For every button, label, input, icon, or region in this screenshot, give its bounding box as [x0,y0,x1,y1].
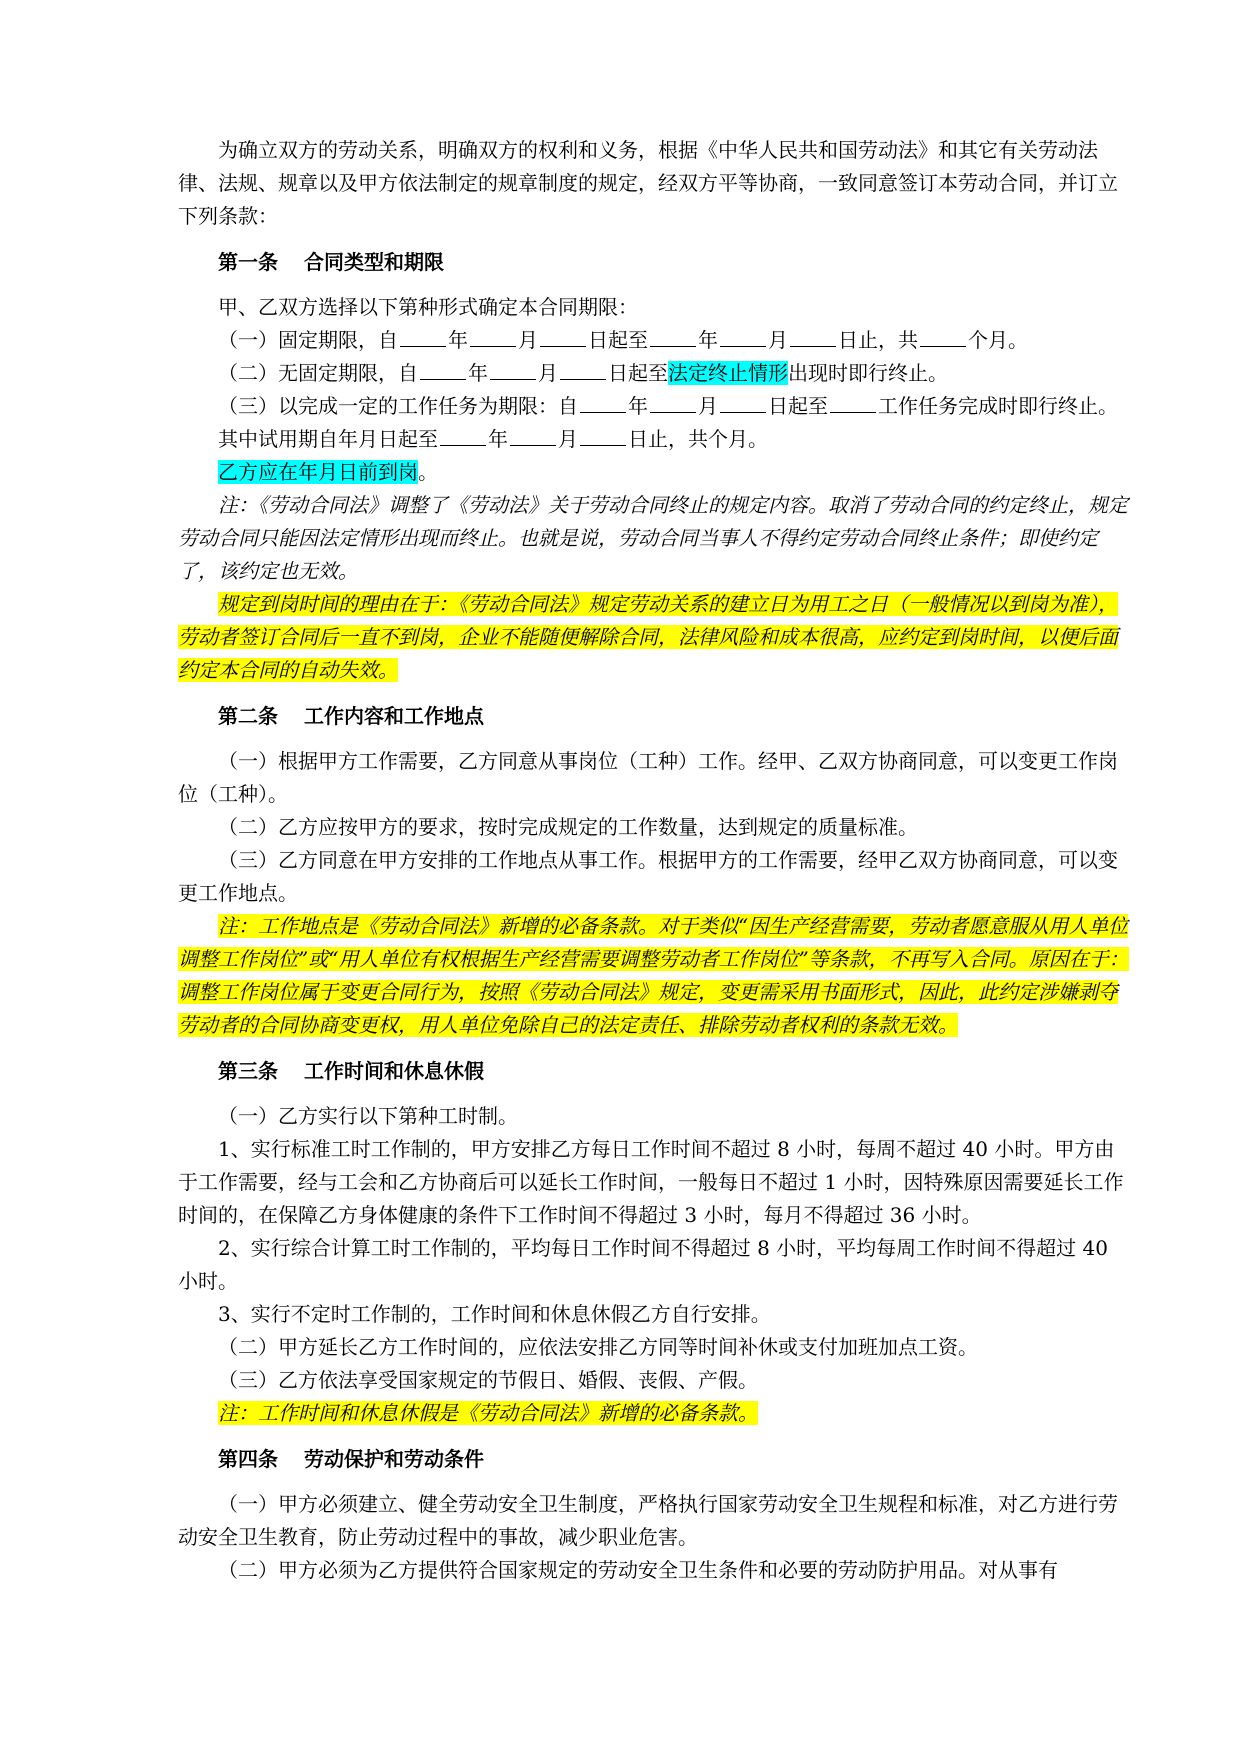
contract-body [178,134,1133,1587]
text-segment: 。 [418,460,438,484]
blank-line [720,394,766,413]
blank-line [420,361,466,380]
article-2-title: 工作内容和工作地点 [304,704,484,728]
text-segment: 日止，共个月。 [628,427,768,451]
text-segment: 年 [468,361,488,385]
highlight-yellow-text: 注：工作时间和休息休假是《劳动合同法》新增的必备条款。 [218,1401,758,1425]
text-segment: 年 [488,427,508,451]
blank-line [490,361,536,380]
article-4-number: 第四条 [218,1447,278,1471]
text-segment: 日止，共 [838,328,918,352]
article-2-number: 第二条 [218,704,278,728]
article-3-item-1: （一）乙方实行以下第种工时制。 [218,1104,518,1128]
highlight-cyan-text: 法定终止情形 [668,361,788,385]
article-1-item-2 [178,357,1133,390]
article-1-report-date [178,456,1133,489]
article-2-item-3: （三）乙方同意在甲方安排的工作地点从事工作。根据甲方的工作需要，经甲乙双方协商同意，可以变更工作地点。 [178,848,1118,905]
text-segment: 月 [518,328,538,352]
article-2-note [178,910,1133,1042]
article-1-item-3 [178,390,1133,423]
highlight-yellow-text: 规定到岗时间的理由在于：《劳动合同法》规定劳动关系的建立日为用工之日（一般情况以到岗为准），劳动者签订合同后一直不到岗，企业不能随便解除合同，法律风险和成本很高，应约定到岗时间，以便后面约定本合同的自动失效。 [178,592,1118,682]
text-segment: （三）以完成一定的工作任务为期限：自 [218,394,578,418]
article-2-item-2: （二）乙方应按甲方的要求，按时完成规定的工作数量，达到规定的质量标准。 [218,815,918,839]
article-1-probation [178,423,1133,456]
text-segment: 年 [698,328,718,352]
text-segment: 月 [768,328,788,352]
text-segment: 月 [558,427,578,451]
blank-line [400,328,446,347]
article-4-title: 劳动保护和劳动条件 [304,1447,484,1471]
article-3-subitem-2: 2、实行综合计算工时工作制的，平均每日工作时间不得超过 8 小时，平均每周工作时间不得超过 40 小时。 [178,1236,1108,1293]
blank-line [440,427,486,446]
highlight-yellow-text: 注：工作地点是《劳动合同法》新增的必备条款。对于类似“因生产经营需要，劳动者愿意服从用人单位调整工作岗位”或“用人单位有权根据生产经营需要调整劳动者工作岗位”等条款，不再写入合同。原因在于：调整工作岗位属于变更合同行为，按照《劳动合同法》规定，变更需采用书面形式，因此，此约定涉嫌剥夺劳动者的合同协商变更权，用人单位免除自己的法定责任、排除劳动者权利的条款无效。 [178,914,1129,1037]
text-segment: （二）无固定期限，自 [218,361,418,385]
article-1-number: 第一条 [218,250,278,274]
text-segment: 月 [698,394,718,418]
blank-line [720,328,766,347]
article-2-heading [178,701,1133,731]
blank-line [650,328,696,347]
article-3-note [178,1397,1133,1430]
blank-line [580,394,626,413]
intro-paragraph: 为确立双方的劳动关系，明确双方的权利和义务，根据《中华人民共和国劳动法》和其它有关劳动法律、法规、规章以及甲方依法制定的规章制度的规定，经双方平等协商，一致同意签订本劳动合同，并订立下列条款： [178,138,1118,228]
article-3-item-3: （三）乙方依法享受国家规定的节假日、婚假、丧假、产假。 [218,1368,758,1392]
blank-line [650,394,696,413]
text-segment: 个月。 [968,328,1028,352]
blank-line [510,427,556,446]
article-3-item-2: （二）甲方延长乙方工作时间的，应依法安排乙方同等时间补休或支付加班加点工资。 [218,1335,978,1359]
text-segment: 年 [448,328,468,352]
text-segment: 年 [628,394,648,418]
article-3-subitem-1: 1、实行标准工时工作制的，甲方安排乙方每日工作时间不超过 8 小时，每周不超过 40 小时。甲方由于工作需要，经与工会和乙方协商后可以延长工作时间，一般每日不超过 1 小时，因特殊原因需要延长工作时间的，在保障乙方身体健康的条件下工作时间不得超过 3 小时，每月不得超过 36 小时。 [178,1137,1124,1227]
article-4-item-2: （二）甲方必须为乙方提供符合国家规定的劳动安全卫生条件和必要的劳动防护用品。对从事有 [218,1558,1058,1582]
article-3-number: 第三条 [218,1059,278,1083]
highlight-cyan-text: 乙方应在年月日前到岗 [218,460,418,484]
text-segment: 其中试用期自年月日起至 [218,427,438,451]
text-segment: 工作任务完成时即行终止。 [878,394,1118,418]
article-1-note-2 [178,588,1133,687]
text-segment: 出现时即行终止。 [788,361,948,385]
blank-line [830,394,876,413]
article-3-heading [178,1056,1133,1086]
blank-line [560,361,606,380]
article-4-item-1: （一）甲方必须建立、健全劳动安全卫生制度，严格执行国家劳动安全卫生规程和标准，对乙方进行劳动安全卫生教育，防止劳动过程中的事故，减少职业危害。 [178,1492,1118,1549]
article-2-item-1: （一）根据甲方工作需要，乙方同意从事岗位（工种）工作。经甲、乙双方协商同意，可以变更工作岗位（工种）。 [178,749,1118,806]
article-1-heading [178,247,1133,277]
article-1-title: 合同类型和期限 [304,250,444,274]
text-segment: （一）固定期限，自 [218,328,398,352]
article-1-note: 注：《劳动合同法》调整了《劳动法》关于劳动合同终止的规定内容。取消了劳动合同的约定终止，规定劳动合同只能因法定情形出现而终止。也就是说，劳动合同当事人不得约定劳动合同终止条件；即使约定了，该约定也无效。 [178,493,1128,583]
text-segment: 日起至 [768,394,828,418]
blank-line [580,427,626,446]
article-1-lead: 甲、乙双方选择以下第种形式确定本合同期限： [218,295,638,319]
text-segment: 月 [538,361,558,385]
article-3-title: 工作时间和休息休假 [304,1059,484,1083]
blank-line [920,328,966,347]
text-segment: 日起至 [608,361,668,385]
blank-line [540,328,586,347]
blank-line [790,328,836,347]
article-3-subitem-3: 3、实行不定时工作制的，工作时间和休息休假乙方自行安排。 [218,1302,771,1326]
article-1-item-1 [178,324,1133,357]
blank-line [470,328,516,347]
article-4-heading [178,1444,1133,1474]
text-segment: 日起至 [588,328,648,352]
